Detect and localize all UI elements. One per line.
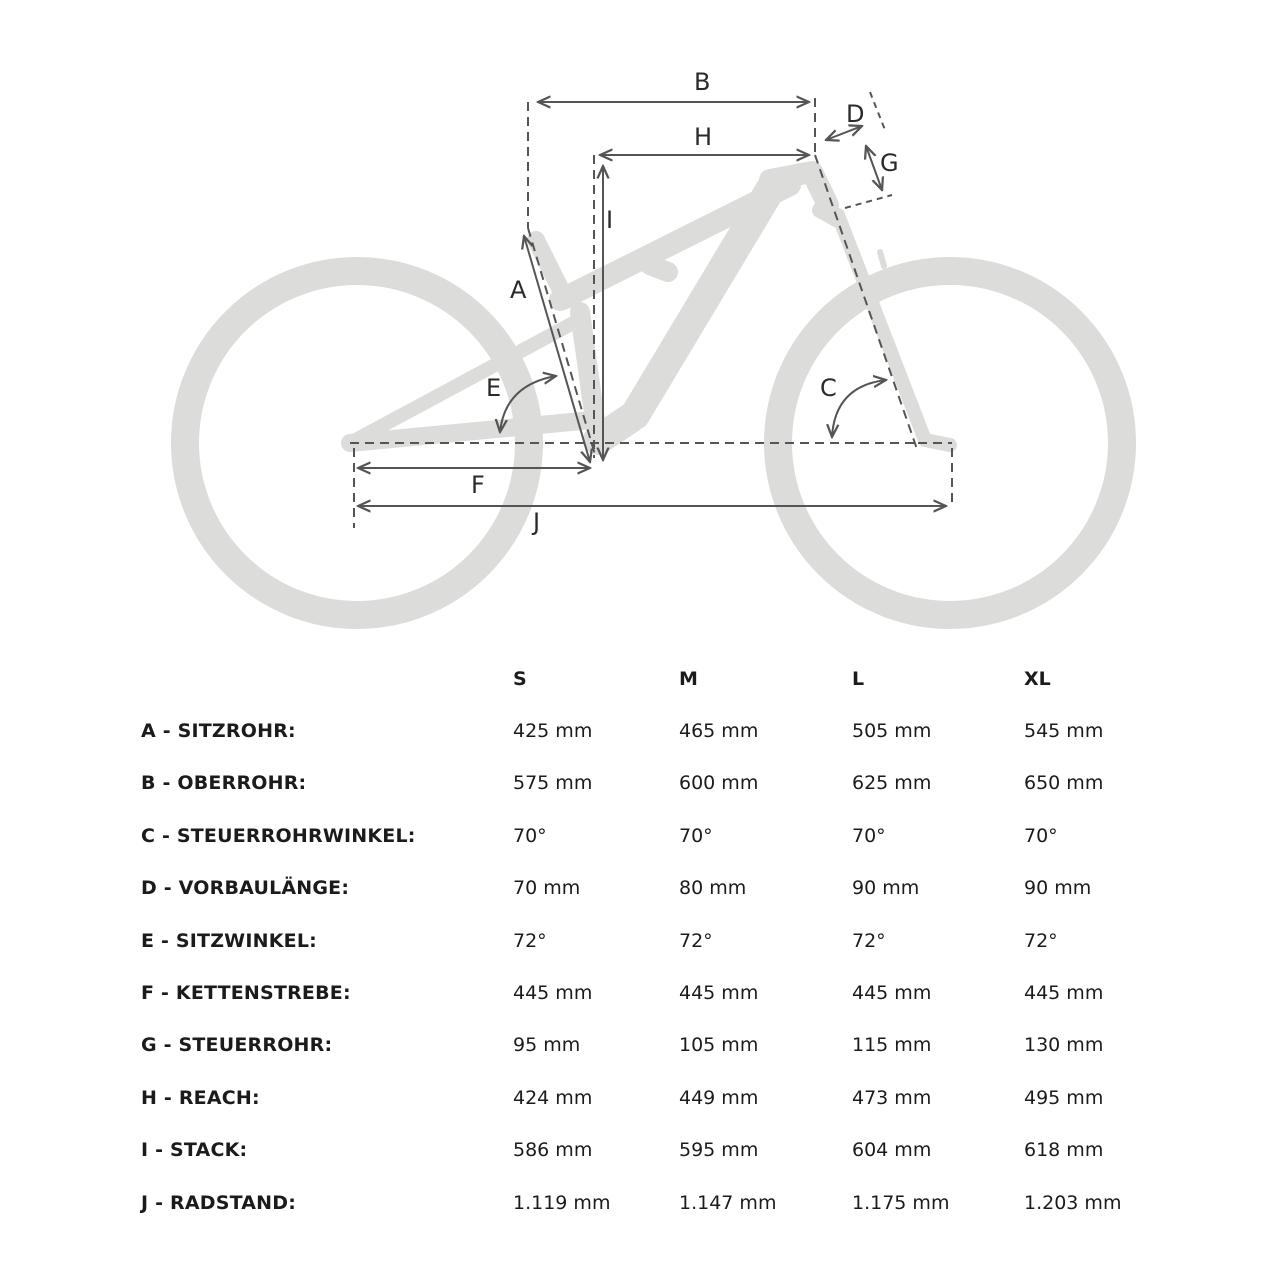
row-value-s: 70 mm <box>513 877 581 899</box>
row-value-m: 80 mm <box>679 877 747 899</box>
row-label: H - REACH: <box>141 1087 260 1109</box>
row-value-s: 70° <box>513 825 547 847</box>
row-value-m: 465 mm <box>679 720 759 742</box>
row-value-l: 90 mm <box>852 877 920 899</box>
label-g: G <box>880 149 899 177</box>
row-label: C - STEUERROHRWINKEL: <box>141 825 416 847</box>
row-value-xl: 90 mm <box>1024 877 1092 899</box>
row-label: E - SITZWINKEL: <box>141 930 317 952</box>
row-value-l: 473 mm <box>852 1087 932 1109</box>
label-e: E <box>486 374 502 402</box>
row-value-s: 425 mm <box>513 720 593 742</box>
row-value-m: 600 mm <box>679 772 759 794</box>
row-value-m: 445 mm <box>679 982 759 1004</box>
row-value-s: 575 mm <box>513 772 593 794</box>
row-value-xl: 618 mm <box>1024 1139 1104 1161</box>
size-header-xl: XL <box>1024 668 1051 690</box>
row-value-s: 586 mm <box>513 1139 593 1161</box>
row-value-l: 72° <box>852 930 886 952</box>
row-value-xl: 70° <box>1024 825 1058 847</box>
row-value-xl: 545 mm <box>1024 720 1104 742</box>
size-header-m: M <box>679 668 698 690</box>
row-label: F - KETTENSTREBE: <box>141 982 351 1004</box>
row-value-s: 95 mm <box>513 1034 581 1056</box>
row-value-s: 424 mm <box>513 1087 593 1109</box>
row-label: G - STEUERROHR: <box>141 1034 333 1056</box>
row-value-s: 445 mm <box>513 982 593 1004</box>
size-header-l: L <box>852 668 865 690</box>
row-value-xl: 495 mm <box>1024 1087 1104 1109</box>
label-i: I <box>606 206 614 234</box>
label-b: B <box>694 68 711 96</box>
label-a: A <box>510 276 527 304</box>
row-value-l: 505 mm <box>852 720 932 742</box>
row-value-s: 72° <box>513 930 547 952</box>
label-h: H <box>694 123 713 151</box>
row-value-s: 1.119 mm <box>513 1192 611 1214</box>
row-value-l: 1.175 mm <box>852 1192 950 1214</box>
label-d: D <box>846 100 865 128</box>
row-value-l: 445 mm <box>852 982 932 1004</box>
row-value-xl: 650 mm <box>1024 772 1104 794</box>
row-value-l: 625 mm <box>852 772 932 794</box>
row-value-xl: 1.203 mm <box>1024 1192 1122 1214</box>
row-value-xl: 72° <box>1024 930 1058 952</box>
label-c: C <box>820 374 837 402</box>
dim-d <box>826 126 862 140</box>
row-label: J - RADSTAND: <box>141 1192 297 1214</box>
row-label: D - VORBAULÄNGE: <box>141 877 350 899</box>
row-label: I - STACK: <box>141 1139 248 1161</box>
label-f: F <box>471 471 485 499</box>
row-value-l: 604 mm <box>852 1139 932 1161</box>
row-value-m: 1.147 mm <box>679 1192 777 1214</box>
row-label: A - SITZROHR: <box>141 720 296 742</box>
row-value-m: 72° <box>679 930 713 952</box>
row-value-m: 105 mm <box>679 1034 759 1056</box>
dim-c <box>832 380 886 437</box>
size-header-s: S <box>513 668 527 690</box>
row-value-xl: 130 mm <box>1024 1034 1104 1056</box>
row-label: B - OBERROHR: <box>141 772 307 794</box>
row-value-m: 70° <box>679 825 713 847</box>
row-value-l: 115 mm <box>852 1034 932 1056</box>
row-value-l: 70° <box>852 825 886 847</box>
row-value-m: 449 mm <box>679 1087 759 1109</box>
row-value-m: 595 mm <box>679 1139 759 1161</box>
label-j: J <box>533 508 541 536</box>
geometry-table <box>0 655 1280 1235</box>
row-value-xl: 445 mm <box>1024 982 1104 1004</box>
